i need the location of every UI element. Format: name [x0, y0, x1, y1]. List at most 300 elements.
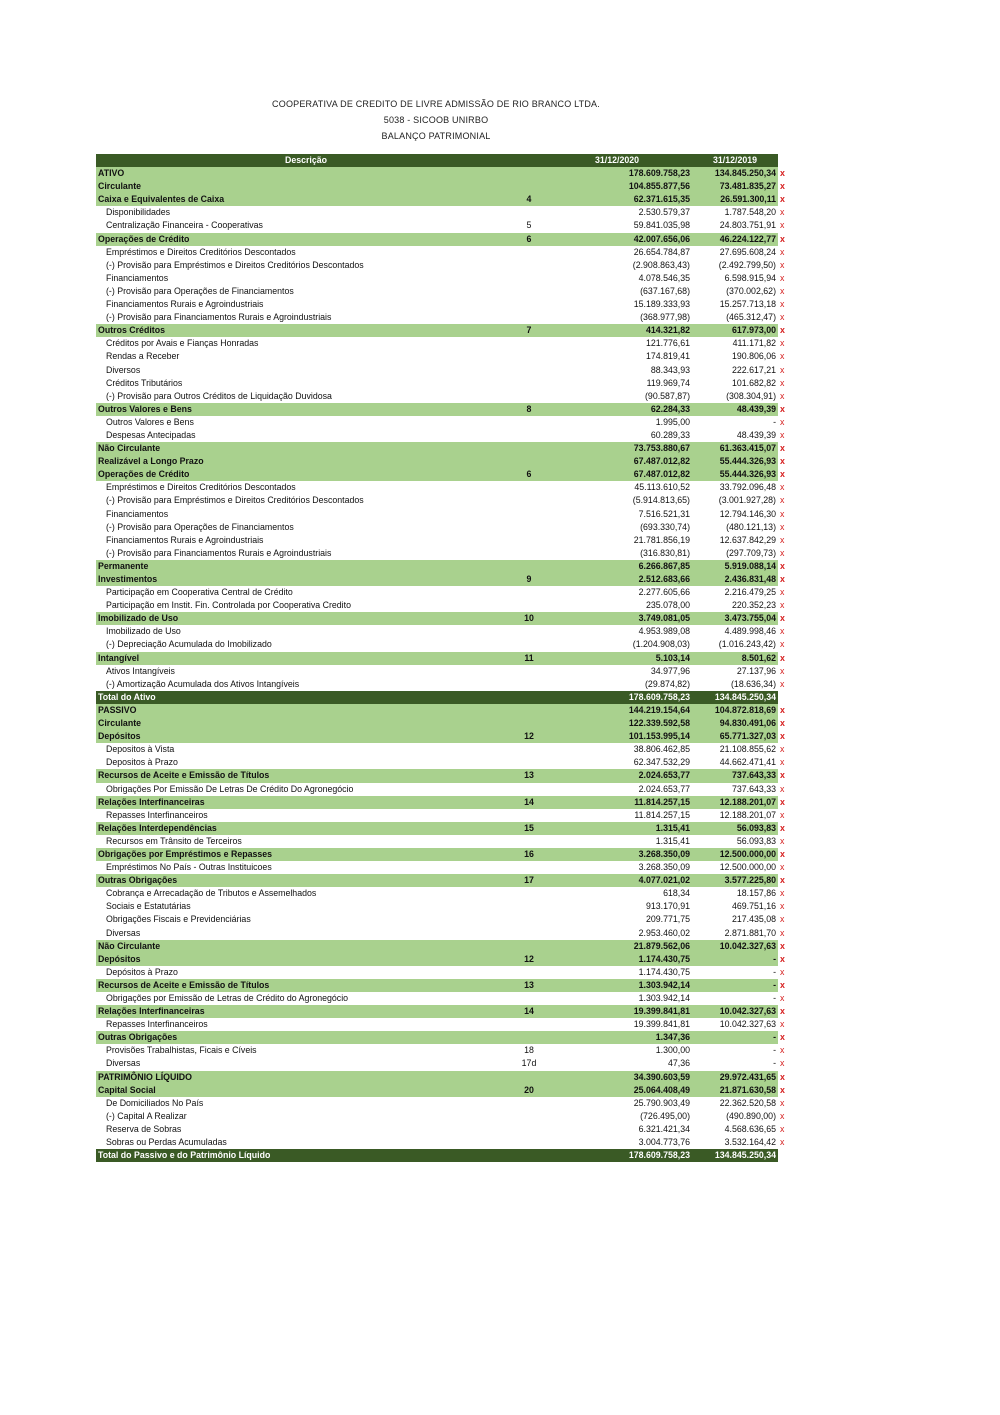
value-2020: 3.749.081,05 [542, 612, 692, 625]
row-note-ref [516, 298, 542, 311]
check-mark: x [778, 1149, 790, 1162]
row-description: (-) Provisão para Financiamentos Rurais e Agroindustriais [96, 311, 516, 324]
row-note-ref: 11 [516, 652, 542, 665]
row-description: Recursos em Trânsito de Terceiros [96, 835, 516, 848]
check-mark: x [778, 442, 790, 455]
check-mark: x [778, 678, 790, 691]
row-note-ref [516, 756, 542, 769]
row-note-ref [516, 390, 542, 403]
value-2019: 46.224.122,77 [692, 233, 778, 246]
check-mark: x [778, 508, 790, 521]
row-description: Imobilizado de Uso [96, 625, 516, 638]
row-note-ref: 5 [516, 219, 542, 232]
check-mark: x [778, 1123, 790, 1136]
value-2019: 55.444.326,93 [692, 468, 778, 481]
check-mark: x [778, 796, 790, 809]
row-description: (-) Provisão para Empréstimos e Direitos Creditórios Descontados [96, 259, 516, 272]
row-note-ref: 10 [516, 612, 542, 625]
value-2020: 21.879.562,06 [542, 940, 692, 953]
row-note-ref: 14 [516, 1005, 542, 1018]
row-description: PATRIMÔNIO LÍQUIDO [96, 1071, 516, 1084]
table-row [96, 638, 790, 651]
check-mark: x [778, 953, 790, 966]
row-description: Total do Passivo e do Patrimônio Líquido [96, 1149, 516, 1162]
row-note-ref [516, 416, 542, 429]
row-description: Reserva de Sobras [96, 1123, 516, 1136]
check-mark: x [778, 311, 790, 324]
value-2019: (18.636,34) [692, 678, 778, 691]
table-row [96, 206, 790, 219]
table-row [96, 494, 790, 507]
row-note-ref: 6 [516, 233, 542, 246]
row-description: Créditos Tributários [96, 377, 516, 390]
value-2020: 73.753.880,67 [542, 442, 692, 455]
check-mark: x [778, 874, 790, 887]
row-description: Capital Social [96, 1084, 516, 1097]
row-description: Provisões Trabalhistas, Ficais e Cíveis [96, 1044, 516, 1057]
row-note-ref [516, 455, 542, 468]
check-mark: x [778, 769, 790, 782]
row-description: Depósitos [96, 953, 516, 966]
row-description: Relações Interfinanceiras [96, 1005, 516, 1018]
row-description: Outros Créditos [96, 324, 516, 337]
row-description: Relações Interfinanceiras [96, 796, 516, 809]
check-mark: x [778, 1084, 790, 1097]
value-2020: 62.347.532,29 [542, 756, 692, 769]
value-2019: - [692, 416, 778, 429]
table-row [96, 822, 790, 835]
value-2020: 101.153.995,14 [542, 730, 692, 743]
table-row [96, 390, 790, 403]
value-2019: 6.598.915,94 [692, 272, 778, 285]
value-2020: 62.371.615,35 [542, 193, 692, 206]
table-row [96, 966, 790, 979]
value-2020: 178.609.758,23 [542, 167, 692, 180]
row-note-ref [516, 1097, 542, 1110]
value-2020: 1.995,00 [542, 416, 692, 429]
value-2019: 22.362.520,58 [692, 1097, 778, 1110]
row-description: Financiamentos Rurais e Agroindustriais [96, 298, 516, 311]
row-description: Relações Interdependências [96, 822, 516, 835]
check-mark: x [778, 848, 790, 861]
row-note-ref [516, 1018, 542, 1031]
check-mark: x [778, 586, 790, 599]
value-2019: 737.643,33 [692, 769, 778, 782]
value-2020: 11.814.257,15 [542, 809, 692, 822]
row-description: (-) Provisão para Financiamentos Rurais e Agroindustriais [96, 547, 516, 560]
value-2019: (480.121,13) [692, 521, 778, 534]
table-row [96, 377, 790, 390]
row-description: Recursos de Aceite e Emissão de Títulos [96, 769, 516, 782]
check-mark: x [778, 573, 790, 586]
row-note-ref: 4 [516, 193, 542, 206]
value-2019: 10.042.327,63 [692, 1018, 778, 1031]
row-note-ref [516, 678, 542, 691]
row-note-ref [516, 704, 542, 717]
check-mark: x [778, 455, 790, 468]
row-description: Recursos de Aceite e Emissão de Títulos [96, 979, 516, 992]
check-mark: x [778, 180, 790, 193]
check-mark: x [778, 940, 790, 953]
row-note-ref [516, 913, 542, 926]
value-2020: (5.914.813,65) [542, 494, 692, 507]
value-2020: 62.284,33 [542, 403, 692, 416]
table-row [96, 717, 790, 730]
row-description: Diversos [96, 364, 516, 377]
value-2020: 2.277.605,66 [542, 586, 692, 599]
table-row [96, 259, 790, 272]
value-2019: 190.806,06 [692, 350, 778, 363]
row-description: Sociais e Estatutárias [96, 900, 516, 913]
value-2019: 56.093,83 [692, 822, 778, 835]
value-2020: 6.321.421,34 [542, 1123, 692, 1136]
row-description: Disponibilidades [96, 206, 516, 219]
row-note-ref [516, 364, 542, 377]
value-2019: 2.871.881,70 [692, 927, 778, 940]
value-2020: 119.969,74 [542, 377, 692, 390]
table-row [96, 364, 790, 377]
value-2019: 21.108.855,62 [692, 743, 778, 756]
check-mark: x [778, 638, 790, 651]
value-2020: 34.977,96 [542, 665, 692, 678]
value-2020: 2.024.653,77 [542, 769, 692, 782]
check-mark: x [778, 717, 790, 730]
table-row [96, 940, 790, 953]
value-2020: 67.487.012,82 [542, 455, 692, 468]
row-description: Permanente [96, 560, 516, 573]
row-description: Empréstimos No País - Outras Instituicoes [96, 861, 516, 874]
row-description: Caixa e Equivalentes de Caixa [96, 193, 516, 206]
value-2019: 101.682,82 [692, 377, 778, 390]
table-row [96, 1123, 790, 1136]
row-note-ref [516, 638, 542, 651]
value-2020: 47,36 [542, 1057, 692, 1070]
check-mark: x [778, 887, 790, 900]
value-2019: 469.751,16 [692, 900, 778, 913]
row-note-ref [516, 481, 542, 494]
value-2020: 67.487.012,82 [542, 468, 692, 481]
table-row [96, 246, 790, 259]
table-row [96, 233, 790, 246]
row-note-ref: 20 [516, 1084, 542, 1097]
table-row [96, 416, 790, 429]
table-row [96, 756, 790, 769]
check-mark: x [778, 756, 790, 769]
row-description: Circulante [96, 717, 516, 730]
value-2020: 25.790.903,49 [542, 1097, 692, 1110]
row-description: Diversas [96, 927, 516, 940]
value-2020: (693.330,74) [542, 521, 692, 534]
value-2020: 42.007.656,06 [542, 233, 692, 246]
table-row [96, 678, 790, 691]
value-2019: 5.919.088,14 [692, 560, 778, 573]
check-mark: x [778, 1097, 790, 1110]
table-row [96, 1005, 790, 1018]
check-mark: x [778, 691, 790, 704]
value-2020: 913.170,91 [542, 900, 692, 913]
table-row [96, 979, 790, 992]
table-row [96, 586, 790, 599]
row-note-ref [516, 311, 542, 324]
column-header-2019: 31/12/2019 [692, 154, 778, 167]
check-mark: x [778, 612, 790, 625]
value-2020: 144.219.154,64 [542, 704, 692, 717]
table-row [96, 874, 790, 887]
value-2020: 1.315,41 [542, 835, 692, 848]
row-description: Operações de Crédito [96, 468, 516, 481]
check-mark: x [778, 979, 790, 992]
row-description: Empréstimos e Direitos Creditórios Descontados [96, 481, 516, 494]
row-note-ref [516, 927, 542, 940]
table-row [96, 1044, 790, 1057]
row-note-ref: 14 [516, 796, 542, 809]
check-mark: x [778, 599, 790, 612]
table-row [96, 1031, 790, 1044]
table-row [96, 337, 790, 350]
table-row [96, 1136, 790, 1149]
check-mark: x [778, 233, 790, 246]
check-mark: x [778, 625, 790, 638]
value-2019: 104.872.818,69 [692, 704, 778, 717]
value-2019: 61.363.415,07 [692, 442, 778, 455]
row-note-ref [516, 599, 542, 612]
table-row [96, 861, 790, 874]
table-row [96, 900, 790, 913]
row-note-ref [516, 494, 542, 507]
row-description: Depósitos à Prazo [96, 966, 516, 979]
row-note-ref [516, 717, 542, 730]
row-description: Cobrança e Arrecadação de Tributos e Assemelhados [96, 887, 516, 900]
value-2020: (368.977,98) [542, 311, 692, 324]
table-row [96, 508, 790, 521]
value-2020: 174.819,41 [542, 350, 692, 363]
row-description: Outras Obrigações [96, 874, 516, 887]
table-row [96, 547, 790, 560]
check-mark: x [778, 730, 790, 743]
row-description: Outros Valores e Bens [96, 416, 516, 429]
row-note-ref: 12 [516, 953, 542, 966]
check-mark: x [778, 259, 790, 272]
value-2020: (726.495,00) [542, 1110, 692, 1123]
value-2020: (1.204.908,03) [542, 638, 692, 651]
row-description: Ativos Intangíveis [96, 665, 516, 678]
value-2020: 4.078.546,35 [542, 272, 692, 285]
value-2019: 33.792.096,48 [692, 481, 778, 494]
row-note-ref [516, 1123, 542, 1136]
value-2019: 48.439,39 [692, 403, 778, 416]
value-2019: - [692, 1057, 778, 1070]
row-description: (-) Capital A Realizar [96, 1110, 516, 1123]
row-note-ref [516, 992, 542, 1005]
value-2019: 3.577.225,80 [692, 874, 778, 887]
value-2020: 1.315,41 [542, 822, 692, 835]
value-2020: 60.289,33 [542, 429, 692, 442]
row-description: ATIVO [96, 167, 516, 180]
table-row [96, 167, 790, 180]
value-2020: 178.609.758,23 [542, 691, 692, 704]
value-2020: 3.268.350,09 [542, 861, 692, 874]
table-row [96, 612, 790, 625]
row-note-ref: 18 [516, 1044, 542, 1057]
row-description: (-) Provisão para Outros Créditos de Liquidação Duvidosa [96, 390, 516, 403]
row-description: Circulante [96, 180, 516, 193]
value-2020: (29.874,82) [542, 678, 692, 691]
row-note-ref [516, 259, 542, 272]
table-row [96, 625, 790, 638]
row-description: (-) Provisão para Empréstimos e Direitos Creditórios Descontados [96, 494, 516, 507]
table-row [96, 468, 790, 481]
table-row [96, 652, 790, 665]
row-description: Obrigações por Empréstimos e Repasses [96, 848, 516, 861]
check-mark: x [778, 900, 790, 913]
row-note-ref [516, 691, 542, 704]
value-2019: 44.662.471,41 [692, 756, 778, 769]
check-mark: x [778, 822, 790, 835]
check-mark: x [778, 193, 790, 206]
check-mark: x [778, 783, 790, 796]
check-mark: x [778, 272, 790, 285]
row-description: Repasses Interfinanceiros [96, 809, 516, 822]
row-description: Sobras ou Perdas Acumuladas [96, 1136, 516, 1149]
value-2020: 1.347,36 [542, 1031, 692, 1044]
check-mark: x [778, 521, 790, 534]
value-2019: 134.845.250,34 [692, 691, 778, 704]
table-row [96, 193, 790, 206]
row-note-ref [516, 180, 542, 193]
value-2019: 12.500.000,00 [692, 848, 778, 861]
value-2020: 3.004.773,76 [542, 1136, 692, 1149]
value-2020: 19.399.841,81 [542, 1005, 692, 1018]
value-2019: 617.973,00 [692, 324, 778, 337]
value-2019: 411.171,82 [692, 337, 778, 350]
check-mark: x [778, 1110, 790, 1123]
row-note-ref [516, 743, 542, 756]
check-mark: x [778, 1031, 790, 1044]
table-row [96, 599, 790, 612]
check-mark: x [778, 403, 790, 416]
row-note-ref [516, 442, 542, 455]
value-2019: 134.845.250,34 [692, 1149, 778, 1162]
value-2019: 73.481.835,27 [692, 180, 778, 193]
row-note-ref [516, 1110, 542, 1123]
value-2019: 12.500.000,00 [692, 861, 778, 874]
table-row [96, 1110, 790, 1123]
value-2020: 59.841.035,98 [542, 219, 692, 232]
row-description: Operações de Crédito [96, 233, 516, 246]
table-row [96, 796, 790, 809]
value-2019: 217.435,08 [692, 913, 778, 926]
value-2019: - [692, 953, 778, 966]
value-2020: 6.266.867,85 [542, 560, 692, 573]
row-description: Repasses Interfinanceiros [96, 1018, 516, 1031]
check-mark: x [778, 743, 790, 756]
table-row [96, 455, 790, 468]
value-2020: 21.781.856,19 [542, 534, 692, 547]
row-description: Despesas Antecipadas [96, 429, 516, 442]
value-2019: 55.444.326,93 [692, 455, 778, 468]
value-2020: 26.654.784,87 [542, 246, 692, 259]
table-row [96, 809, 790, 822]
value-2019: - [692, 992, 778, 1005]
value-2019: (1.016.243,42) [692, 638, 778, 651]
row-note-ref [516, 809, 542, 822]
table-row [96, 730, 790, 743]
check-mark: x [778, 1071, 790, 1084]
row-note-ref: 13 [516, 979, 542, 992]
row-note-ref [516, 665, 542, 678]
table-row [96, 665, 790, 678]
value-2020: 4.953.989,08 [542, 625, 692, 638]
row-note-ref [516, 285, 542, 298]
check-mark: x [778, 246, 790, 259]
row-note-ref [516, 272, 542, 285]
table-row [96, 560, 790, 573]
row-description: Obrigações Fiscais e Previdenciárias [96, 913, 516, 926]
table-row [96, 913, 790, 926]
row-note-ref [516, 547, 542, 560]
row-description: Financiamentos Rurais e Agroindustriais [96, 534, 516, 547]
value-2019: 2.436.831,48 [692, 573, 778, 586]
row-note-ref: 16 [516, 848, 542, 861]
check-mark: x [778, 324, 790, 337]
value-2019: 3.473.755,04 [692, 612, 778, 625]
table-row [96, 534, 790, 547]
row-note-ref: 8 [516, 403, 542, 416]
value-2019: - [692, 979, 778, 992]
check-mark: x [778, 350, 790, 363]
value-2019: 737.643,33 [692, 783, 778, 796]
value-2020: 1.303.942,14 [542, 979, 692, 992]
table-row [96, 521, 790, 534]
row-description: PASSIVO [96, 704, 516, 717]
row-note-ref: 12 [516, 730, 542, 743]
check-mark: x [778, 913, 790, 926]
value-2019: 8.501,62 [692, 652, 778, 665]
check-mark: x [778, 704, 790, 717]
table-row [96, 573, 790, 586]
table-row [96, 704, 790, 717]
check-mark: x [778, 966, 790, 979]
company-code: 5038 - SICOOB UNIRBO [383, 115, 489, 125]
row-description: Centralização Financeira - Cooperativas [96, 219, 516, 232]
value-2020: 178.609.758,23 [542, 1149, 692, 1162]
check-mark: x [778, 390, 790, 403]
value-2020: 7.516.521,31 [542, 508, 692, 521]
value-2019: 12.188.201,07 [692, 796, 778, 809]
balance-sheet-table [96, 154, 790, 1162]
table-row [96, 1149, 790, 1162]
value-2020: (2.908.863,43) [542, 259, 692, 272]
value-2019: 3.532.164,42 [692, 1136, 778, 1149]
value-2019: 12.794.146,30 [692, 508, 778, 521]
value-2019: - [692, 966, 778, 979]
value-2019: (490.890,00) [692, 1110, 778, 1123]
value-2019: 12.188.201,07 [692, 809, 778, 822]
row-note-ref [516, 861, 542, 874]
value-2020: (90.587,87) [542, 390, 692, 403]
check-mark: x [778, 809, 790, 822]
table-row [96, 848, 790, 861]
value-2020: 15.189.333,93 [542, 298, 692, 311]
table-row [96, 442, 790, 455]
row-description: De Domiciliados No País [96, 1097, 516, 1110]
check-mark: x [778, 547, 790, 560]
row-note-ref [516, 206, 542, 219]
row-note-ref [516, 246, 542, 259]
row-description: Diversas [96, 1057, 516, 1070]
table-row [96, 272, 790, 285]
row-description: Não Circulante [96, 442, 516, 455]
